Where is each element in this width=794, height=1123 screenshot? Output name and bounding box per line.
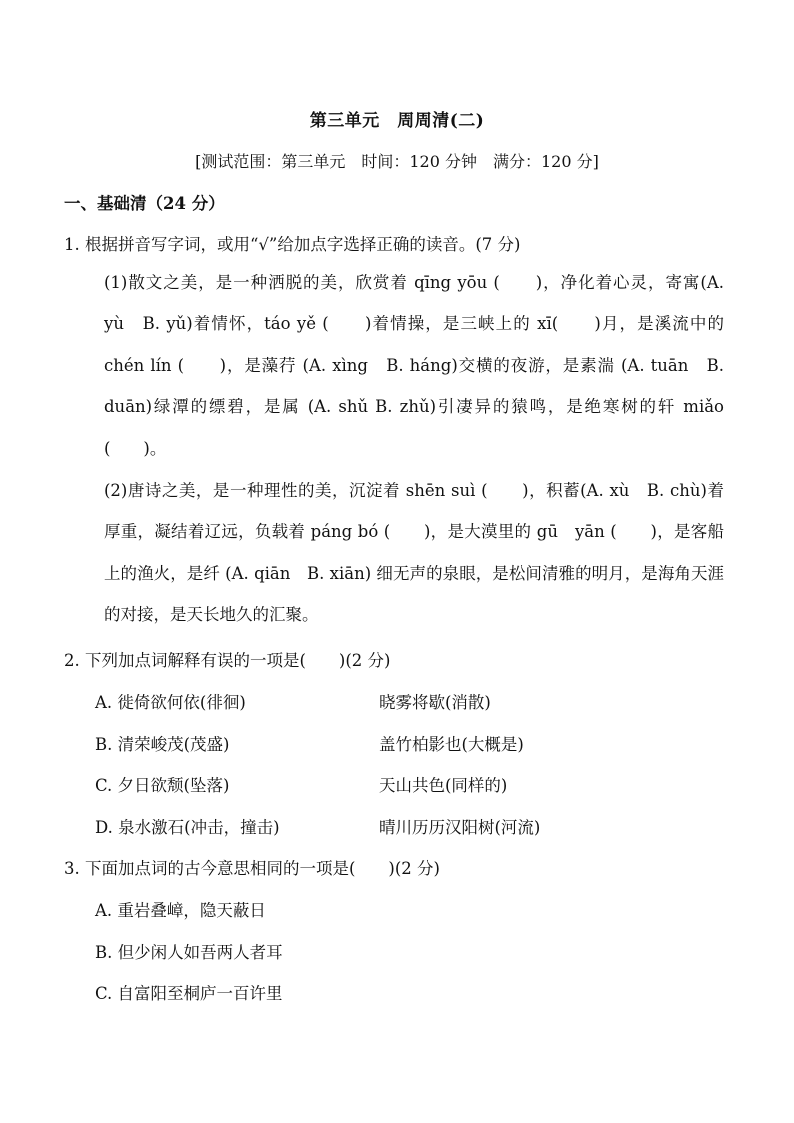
question-2-option-a-left: A. 徙倚欲何依(徘徊) <box>95 693 246 712</box>
question-1-part-2-text: (2)唐诗之美，是一种理性的美，沉淀着 shēn suì ( )，积蓄(A. xù B. chù)着厚重，凝结着辽远，负载着 páng bó ( )，是大漠里的 gū yān ( )，是客船上的渔火，是纤 (A. qiān B. xiān) 细无声的泉眼，是松间清雅的明月，是海角天涯的对接，是天长地久的汇聚。 <box>104 481 724 625</box>
question-2-option-b-right: 盖竹柏影也(大概是) <box>379 735 524 754</box>
question-2-option-d-right: 晴川历历汉阳树(河流) <box>379 818 541 837</box>
question-2-option-c-right: 天山共色(同样的) <box>379 776 508 795</box>
question-2-option-a-right: 晓雾将歇(消散) <box>379 693 491 712</box>
question-3-stem: 3. 下面加点词的古今意思相同的一项是( )(2 分) <box>64 859 440 878</box>
test-scope-line: [测试范围：第三单元 时间：120 分钟 满分：120 分] <box>195 152 599 171</box>
question-3-option-b: B. 但少闲人如吾两人者耳 <box>95 943 283 962</box>
question-2-stem: 2. 下列加点词解释有误的一项是( )(2 分) <box>64 651 391 670</box>
question-1-part-1 <box>84 262 757 469</box>
question-1-part-1-text: (1)散文之美，是一种洒脱的美，欣赏着 qīng yōu ( )，净化着心灵，寄寓(A. yù B. yǔ)着情怀，táo yě ( )着情操，是三峡上的 xī( )月，是溪流中的 chén lín ( )，是藻荇 (A. xìng B. háng)交横的夜游，是素湍 (A. tuān B. duān)绿潭的缥碧，是属 (A. shǔ B. zhǔ)引凄异的猿鸣，是绝寒树的轩 miǎo ( )。 <box>104 273 757 458</box>
section-heading: 一、基础清（24 分） <box>64 194 225 213</box>
question-1-part-2 <box>84 470 724 636</box>
question-3-option-a: A. 重岩叠嶂，隐天蔽日 <box>95 901 266 920</box>
question-2-option-d-left: D. 泉水激石(冲击，撞击) <box>95 818 280 837</box>
page-title: 第三单元 周周清(二) <box>309 111 485 131</box>
question-2-option-c-left: C. 夕日欲颓(坠落) <box>95 776 230 795</box>
question-1-stem: 1. 根据拼音写字词，或用“√”给加点字选择正确的读音。(7 分) <box>64 235 521 254</box>
question-3-option-c: C. 自富阳至桐庐一百许里 <box>95 984 283 1003</box>
question-2-option-b-left: B. 清荣峻茂(茂盛) <box>95 735 230 754</box>
